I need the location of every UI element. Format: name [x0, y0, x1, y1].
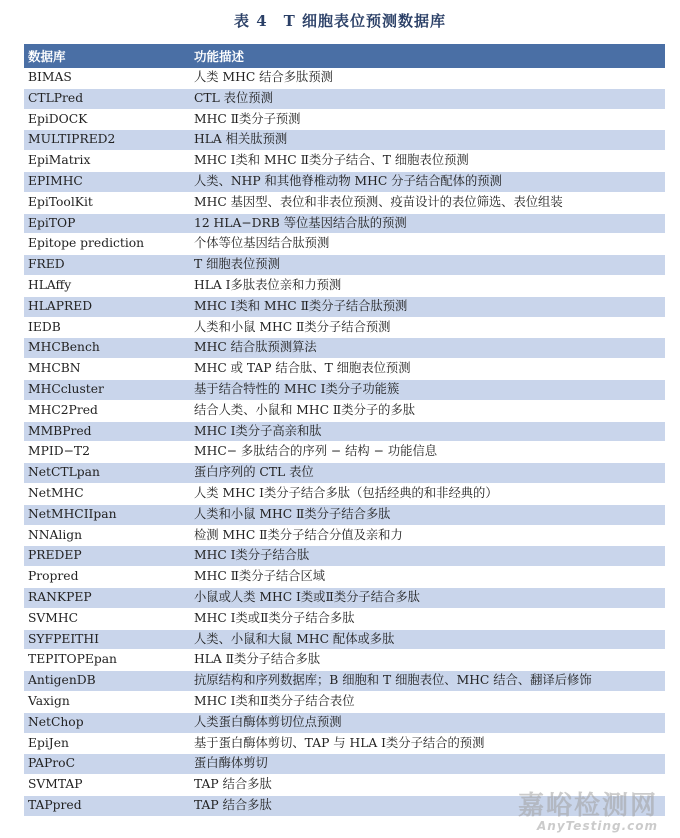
cell-database-name: SYFPEITHI — [24, 629, 192, 650]
cell-database-name: SVMHC — [24, 608, 192, 629]
cell-function-desc: MHC 或 TAP 结合肽、T 细胞表位预测 — [192, 359, 665, 380]
cell-database-name: FRED — [24, 255, 192, 276]
cell-database-name: EPIMHC — [24, 171, 192, 192]
cell-function-desc: MHC Ⅱ类分子预测 — [192, 109, 665, 130]
header-function: 功能描述 — [192, 44, 665, 68]
table-row — [24, 109, 665, 130]
cell-database-name: PAProC — [24, 754, 192, 775]
cell-function-desc: 人类 MHC Ⅰ类分子结合多肽（包括经典的和非经典的） — [192, 483, 665, 504]
cell-database-name: PREDEP — [24, 546, 192, 567]
cell-function-desc: 蛋白序列的 CTL 表位 — [192, 463, 665, 484]
cell-function-desc: MHC Ⅰ类和 MHC Ⅱ类分子结合肽预测 — [192, 296, 665, 317]
table-title: 表 4 T 细胞表位预测数据库 — [233, 12, 447, 30]
cell-database-name: MPID−T2 — [24, 442, 192, 463]
watermark — [518, 792, 658, 832]
cell-function-desc: 检测 MHC Ⅱ类分子结合分值及亲和力 — [192, 525, 665, 546]
cell-function-desc: 人类 MHC 结合多肽预测 — [192, 68, 665, 88]
cell-function-desc: 人类、小鼠和大鼠 MHC 配体或多肽 — [192, 629, 665, 650]
table-row — [24, 171, 665, 192]
cell-function-desc: 小鼠或人类 MHC Ⅰ类或Ⅱ类分子结合多肽 — [192, 587, 665, 608]
cell-database-name: EpiTOP — [24, 213, 192, 234]
cell-database-name: TEPITOPEpan — [24, 650, 192, 671]
table-row — [24, 400, 665, 421]
cell-function-desc: T 细胞表位预测 — [192, 255, 665, 276]
table-row — [24, 192, 665, 213]
table-row — [24, 151, 665, 172]
table-row — [24, 650, 665, 671]
cell-database-name: MHC2Pred — [24, 400, 192, 421]
cell-database-name: NNAlign — [24, 525, 192, 546]
table-row — [24, 317, 665, 338]
table-row — [24, 504, 665, 525]
table-row — [24, 608, 665, 629]
table-header-row — [24, 44, 665, 68]
table-row — [24, 421, 665, 442]
table-row — [24, 483, 665, 504]
cell-function-desc: MHC 结合肽预测算法 — [192, 338, 665, 359]
cell-database-name: MULTIPRED2 — [24, 130, 192, 151]
table-row — [24, 691, 665, 712]
table-row — [24, 754, 665, 775]
cell-database-name: CTLPred — [24, 88, 192, 109]
table-row — [24, 88, 665, 109]
cell-database-name: Vaxign — [24, 691, 192, 712]
table-row — [24, 546, 665, 567]
watermark-cn: 嘉峪检测网 — [517, 791, 658, 821]
table-body — [24, 68, 665, 816]
cell-function-desc: HLA 相关肽预测 — [192, 130, 665, 151]
cell-function-desc: TAP 结合多肽 — [192, 775, 665, 796]
cell-database-name: EpiMatrix — [24, 151, 192, 172]
cell-function-desc: MHC Ⅰ类或Ⅱ类分子结合多肽 — [192, 608, 665, 629]
table-row — [24, 525, 665, 546]
cell-function-desc: 人类和小鼠 MHC Ⅱ类分子结合预测 — [192, 317, 665, 338]
cell-function-desc: MHC− 多肽结合的序列 − 结构 − 功能信息 — [192, 442, 665, 463]
table-row — [24, 296, 665, 317]
table-row — [24, 338, 665, 359]
cell-function-desc: MHC Ⅰ类分子结合肽 — [192, 546, 665, 567]
table-row — [24, 733, 665, 754]
cell-function-desc: 蛋白酶体剪切 — [192, 754, 665, 775]
cell-function-desc: MHC 基因型、表位和非表位预测、疫苗设计的表位筛选、表位组装 — [192, 192, 665, 213]
cell-function-desc: 人类、NHP 和其他脊椎动物 MHC 分子结合配体的预测 — [192, 171, 665, 192]
table-row — [24, 442, 665, 463]
header-database: 数据库 — [24, 44, 192, 68]
table-row — [24, 567, 665, 588]
cell-database-name: EpiToolKit — [24, 192, 192, 213]
table-row — [24, 234, 665, 255]
cell-function-desc: MHC Ⅰ类和Ⅱ类分子结合表位 — [192, 691, 665, 712]
watermark-en: AnyTesting.com — [537, 819, 658, 833]
table-row — [24, 629, 665, 650]
table-row — [24, 359, 665, 380]
table-row — [24, 379, 665, 400]
cell-function-desc: HLA Ⅰ多肽表位亲和力预测 — [192, 275, 665, 296]
cell-function-desc: 基于蛋白酶体剪切、TAP 与 HLA Ⅰ类分子结合的预测 — [192, 733, 665, 754]
cell-database-name: TAPpred — [24, 795, 192, 816]
database-table — [24, 44, 665, 817]
table-row — [24, 255, 665, 276]
table-row — [24, 712, 665, 733]
cell-function-desc: 12 HLA−DRB 等位基因结合肽的预测 — [192, 213, 665, 234]
table-row — [24, 213, 665, 234]
cell-function-desc: 基于结合特性的 MHC Ⅰ类分子功能簇 — [192, 379, 665, 400]
cell-database-name: MHCcluster — [24, 379, 192, 400]
cell-database-name: RANKPEP — [24, 587, 192, 608]
cell-database-name: IEDB — [24, 317, 192, 338]
cell-database-name: Epitope prediction — [24, 234, 192, 255]
cell-function-desc: CTL 表位预测 — [192, 88, 665, 109]
cell-function-desc: TAP 结合多肽 — [192, 795, 665, 816]
table-row — [24, 463, 665, 484]
cell-database-name: NetChop — [24, 712, 192, 733]
cell-database-name: BIMAS — [24, 68, 192, 88]
cell-database-name: EpiJen — [24, 733, 192, 754]
table-row — [24, 275, 665, 296]
table-row — [24, 671, 665, 692]
cell-function-desc: 抗原结构和序列数据库；B 细胞和 T 细胞表位、MHC 结合、翻译后修饰 — [192, 671, 665, 692]
cell-database-name: HLAffy — [24, 275, 192, 296]
cell-database-name: Propred — [24, 567, 192, 588]
cell-function-desc: 结合人类、小鼠和 MHC Ⅱ类分子的多肽 — [192, 400, 665, 421]
cell-function-desc: HLA Ⅱ类分子结合多肽 — [192, 650, 665, 671]
cell-database-name: MMBPred — [24, 421, 192, 442]
cell-function-desc: MHC Ⅰ类分子高亲和肽 — [192, 421, 665, 442]
cell-function-desc: MHC Ⅰ类和 MHC Ⅱ类分子结合、T 细胞表位预测 — [192, 151, 665, 172]
cell-function-desc: 人类蛋白酶体剪切位点预测 — [192, 712, 665, 733]
cell-database-name: HLAPRED — [24, 296, 192, 317]
cell-database-name: NetMHCIIpan — [24, 504, 192, 525]
cell-function-desc: 个体等位基因结合肽预测 — [192, 234, 665, 255]
cell-database-name: EpiDOCK — [24, 109, 192, 130]
cell-database-name: NetMHC — [24, 483, 192, 504]
table-row — [24, 68, 665, 88]
table-row — [24, 587, 665, 608]
cell-database-name: AntigenDB — [24, 671, 192, 692]
cell-database-name: MHCBench — [24, 338, 192, 359]
cell-function-desc: MHC Ⅱ类分子结合区域 — [192, 567, 665, 588]
cell-function-desc: 人类和小鼠 MHC Ⅱ类分子结合多肽 — [192, 504, 665, 525]
cell-database-name: MHCBN — [24, 359, 192, 380]
cell-database-name: NetCTLpan — [24, 463, 192, 484]
cell-database-name: SVMTAP — [24, 775, 192, 796]
table-row — [24, 130, 665, 151]
